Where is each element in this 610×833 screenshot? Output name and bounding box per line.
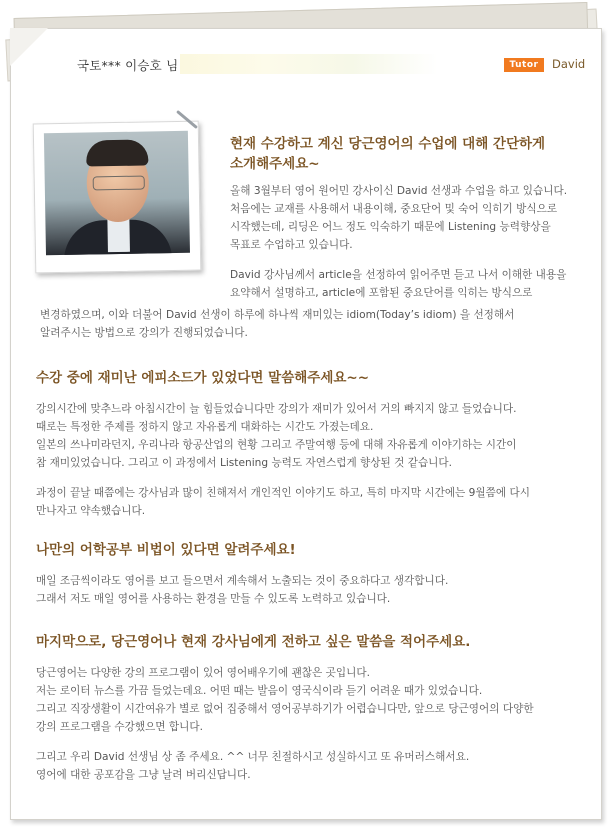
question-title-1: 현재 수강하고 계신 당근영어의 수업에 대해 간단하게 소개해주세요~ xyxy=(230,136,546,172)
question-title-4: 마지막으로, 당근영어나 현재 강사님에게 전하고 싶은 말씀을 적어주세요. xyxy=(36,634,471,650)
answer-2-paragraph-1: 강의시간에 맞추느라 아침시간이 늘 힘들었습니다만 강의가 재미가 있어서 거의 빠지지 않고 들었습니다. 때로는 특정한 주제를 정하지 않고 자유롭게 대화하는 시간도 가졌는데요. 일본의 쓰나미라던지, 우리나라 항공산업의 현황 그리고 주말여행 등에 대해 자유롭게 이야기하는 시간이 참 재미있었습니다. 그리고 이 과정에서 Listening 능력도 자연스럽게 향상된 것 같습니다. xyxy=(36,403,517,469)
tutor-badge: Tutor xyxy=(504,58,544,72)
question-title-2: 수강 중에 재미난 에피소드가 있었다면 말씀해주세요~~ xyxy=(36,370,370,386)
answer-4-paragraph-1: 당근영어는 다양한 강의 프로그램이 있어 영어배우기에 괜찮은 곳입니다. 저는 로이터 뉴스를 가끔 들었는데요. 어떤 때는 발음이 영국식이라 듣기 어려운 때가 있었습니다. 그리고 직장생활이 시간여유가 별로 없어 집중해서 영어공부하기가 어렵습니다만, 앞으로 당근영어의 다양한 강의 프로그램을 수강했으면 합니다. xyxy=(36,667,534,733)
paper-fold-corner xyxy=(10,28,48,66)
header-highlight xyxy=(180,54,438,74)
answer-4-paragraph-2: 그리고 우리 David 선생님 상 좀 주세요. ^^ 너무 친절하시고 성실하시고 또 유머러스해서요. 영어에 대한 공포감을 그냥 날려 버리신답니다. xyxy=(36,751,470,781)
profile-photo xyxy=(44,131,190,255)
answer-2-paragraph-2: 과정이 끝날 때쯤에는 강사님과 많이 친해져서 개인적인 이야기도 하고, 특히 마지막 시간에는 9월쯤에 다시 만나자고 약속했습니다. xyxy=(36,487,530,517)
student-name: 국토*** 이승호 님 xyxy=(77,58,179,73)
answer-1-paragraph-2: David 강사님께서 article을 선정하여 읽어주면 듣고 나서 이해한 내용을 요약해서 설명하고, article에 포함된 중요단어를 익히는 방식으로 xyxy=(230,269,567,299)
answer-3-paragraph-1: 매일 조금씩이라도 영어를 보고 들으면서 계속해서 노출되는 것이 중요하다고 생각합니다. 그래서 저도 매일 영어를 사용하는 환경을 만들 수 있도록 노력하고 있습니다. xyxy=(36,575,449,605)
tutor-name: David xyxy=(552,57,586,71)
question-title-3: 나만의 어학공부 비법이 있다면 알려주세요! xyxy=(36,542,296,558)
profile-photo-frame xyxy=(33,121,202,274)
answer-1-paragraph-3: 변경하였으며, 이와 더불어 David 선생이 하루에 하나씩 재미있는 idiom(Today’s idiom) 을 선정해서 알려주시는 방법으로 강의가 진행되었습니다. xyxy=(40,309,515,339)
answer-1-paragraph-1: 올해 3월부터 영어 원어민 강사이신 David 선생과 수업을 하고 있습니다. 처음에는 교재를 사용해서 내용이해, 중요단어 및 숙어 익히기 방식으로 시작했는데, 리딩은 어느 정도 익숙하기 때문에 Listening 능력향상을 목표로 수업하고 있습니다. xyxy=(230,185,568,251)
